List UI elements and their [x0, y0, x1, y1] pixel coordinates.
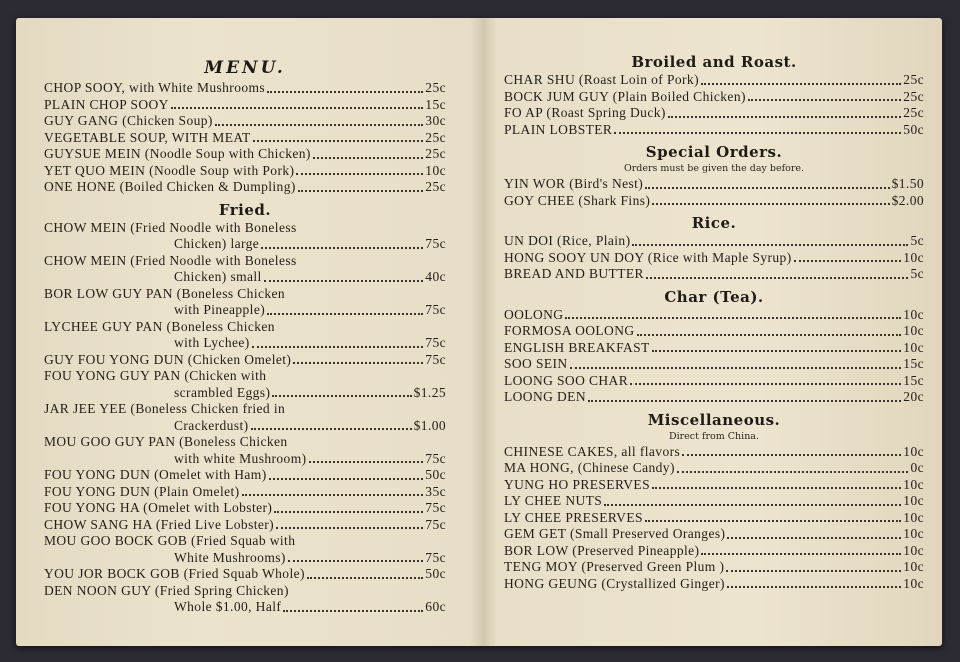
menu-item-name-line2: scrambled Eggs): [174, 384, 271, 400]
menu-item-price: 75c: [425, 351, 446, 367]
menu-item: [504, 444, 924, 461]
menu-item-name: [44, 533, 446, 550]
menu-item-name: VEGETABLE SOUP, WITH MEAT: [44, 129, 251, 145]
menu-item-name: CHOW SANG HA (Fried Live Lobster): [44, 516, 275, 532]
misc-note: Direct from China.: [668, 430, 759, 442]
menu-item-name-line1: DEN NOON GUY (Fried Spring Chicken): [44, 582, 289, 598]
menu-item-name: FO AP (Roast Spring Duck): [504, 105, 666, 120]
menu-item-name: TENG MOY (Preserved Green Plum ): [504, 559, 725, 574]
menu-item-price: 15c: [903, 356, 924, 371]
menu-item-name: GUY FOU YONG DUN (Chicken Omelet): [44, 351, 292, 367]
menu-item-price: 75c: [425, 302, 446, 317]
fried-section: [44, 220, 446, 616]
menu-item: [44, 80, 446, 97]
special-heading: Special Orders.: [645, 143, 783, 161]
menu-item-name-line2: with white Mushroom): [174, 450, 307, 466]
dot-leader: [296, 173, 423, 175]
menu-item-name: [44, 253, 446, 270]
dot-leader: [252, 346, 424, 348]
menu-item-price: 75c: [425, 335, 446, 350]
menu-item-price: 60c: [425, 599, 446, 614]
menu-item-name: BOCK JUM GUY (Plain Boiled Chicken): [504, 88, 746, 104]
menu-item-price: 30c: [425, 113, 446, 128]
menu-item: [44, 550, 446, 567]
menu-item: [504, 89, 924, 106]
menu-item-name: ONE HONE (Boiled Chicken & Dumpling): [44, 179, 296, 194]
menu-item: [44, 467, 446, 484]
dot-leader: [215, 124, 423, 126]
menu-item: [504, 460, 924, 477]
menu-item: [44, 236, 446, 253]
menu-item-name-line1: JAR JEE YEE (Boneless Chicken fried in: [44, 401, 286, 416]
dot-leader: [261, 247, 423, 249]
menu-item-name-line1: BOR LOW GUY PAN (Boneless Chicken: [44, 285, 286, 301]
menu-item-price: 10c: [903, 443, 924, 459]
menu-item-price: 25c: [903, 72, 924, 87]
menu-item-price: 10c: [903, 559, 924, 574]
menu-item: [504, 307, 924, 324]
menu-item-name-line2: with Lychee): [174, 335, 250, 350]
menu-item-name: YIN WOR (Bird's Nest): [504, 176, 644, 191]
left-page-content: [44, 56, 446, 616]
dot-leader: [682, 454, 901, 456]
menu-item-name-line2: with Pineapple): [174, 302, 266, 317]
menu-item-name: GUY GANG (Chicken Soup): [44, 113, 213, 128]
menu-item-price: 10c: [903, 575, 924, 591]
menu-item: [44, 269, 446, 286]
menu-item-name-line1: CHOW MEIN (Fried Noodle with Boneless: [44, 252, 297, 268]
menu-item-price: 10c: [903, 306, 924, 322]
menu-item: [504, 526, 924, 543]
menu-item-name: CHINESE CAKES, all flavors: [504, 443, 681, 459]
dot-leader: [701, 83, 901, 85]
dot-leader: [171, 107, 424, 109]
dot-leader: [794, 260, 902, 262]
menu-item-name-line2: White Mushrooms): [174, 549, 286, 565]
menu-item-price: 25c: [425, 179, 446, 194]
menu-item-name-line1: FOU YONG GUY PAN (Chicken with: [44, 368, 267, 383]
dot-leader: [570, 367, 902, 369]
menu-item-name: YUNG HO PRESERVES: [504, 476, 650, 492]
menu-item: [504, 193, 924, 210]
menu-item-price: 50c: [425, 467, 446, 482]
dot-leader: [748, 99, 901, 101]
menu-item-name: [44, 286, 446, 303]
dot-leader: [726, 570, 901, 572]
misc-section: [504, 444, 924, 593]
menu-item-price: $2.00: [891, 192, 924, 208]
menu-item-price: 75c: [425, 516, 446, 532]
broiled-heading: Broiled and Roast.: [631, 53, 797, 71]
menu-item: [504, 373, 924, 390]
menu-item-price: 5c: [910, 266, 924, 281]
dot-leader: [637, 334, 902, 336]
menu-item-name: [44, 583, 446, 600]
dot-leader: [727, 537, 901, 539]
menu-item-name: MA HONG, (Chinese Candy): [504, 460, 675, 475]
menu-item: [44, 97, 446, 114]
menu-item-name-line1: CHOW MEIN (Fried Noodle with Boneless: [44, 219, 297, 235]
broiled-section: [504, 72, 924, 138]
misc-heading: Miscellaneous.: [647, 410, 781, 429]
dot-leader: [645, 187, 889, 189]
dot-leader: [652, 203, 889, 205]
menu-item-price: 0c: [910, 460, 924, 475]
right-page: [484, 18, 942, 646]
menu-item-price: 75c: [425, 236, 446, 251]
menu-item-name: LY CHEE NUTS: [504, 493, 603, 508]
menu-item: [44, 352, 446, 369]
menu-item-name-line1: MOU GOO BOCK GOB (Fried Squab with: [44, 533, 296, 548]
menu-item-price: 25c: [425, 80, 446, 95]
dot-leader: [565, 317, 901, 319]
menu-item-name-line2: Chicken) large: [174, 236, 260, 251]
menu-item-name: ENGLISH BREAKFAST: [504, 339, 650, 355]
menu-item-price: $1.00: [413, 417, 446, 433]
menu-item: [44, 113, 446, 130]
dot-leader: [614, 132, 901, 134]
rice-heading: Rice.: [691, 214, 737, 232]
menu-item-name: CHOP SOOY, with White Mushrooms: [44, 80, 266, 95]
menu-item: [44, 484, 446, 501]
menu-item: [44, 451, 446, 468]
menu-item: [504, 559, 924, 576]
menu-item-name: SOO SEIN: [504, 356, 568, 371]
menu-item: [504, 510, 924, 527]
menu-item-name: [44, 319, 446, 336]
menu-item-price: 75c: [425, 500, 446, 515]
dot-leader: [632, 244, 908, 246]
menu-item-price: 20c: [903, 389, 924, 404]
menu-item-name: CHAR SHU (Roast Loin of Pork): [504, 72, 699, 87]
dot-leader: [604, 504, 901, 506]
menu-item: [504, 105, 924, 122]
special-note: Orders must be given the day before.: [623, 163, 805, 174]
dot-leader: [272, 395, 411, 397]
menu-item-price: 10c: [903, 476, 924, 492]
dot-leader: [251, 428, 412, 430]
menu-item: [504, 266, 924, 283]
rice-section: [504, 233, 924, 283]
menu-item-price: 75c: [425, 450, 446, 466]
left-page: [16, 18, 476, 646]
menu-item: [504, 72, 924, 89]
right-page-content: [504, 52, 924, 592]
menu-item-price: 50c: [425, 566, 446, 581]
menu-item-price: $1.25: [413, 384, 446, 400]
menu-item-price: 5c: [910, 233, 924, 248]
dot-leader: [264, 280, 424, 282]
menu-item: [44, 566, 446, 583]
menu-item-name: HONG GEUNG (Crystallized Ginger): [504, 575, 725, 591]
menu-item: [44, 146, 446, 163]
dot-leader: [588, 400, 901, 402]
menu-item: [44, 130, 446, 147]
dot-leader: [269, 478, 424, 480]
dot-leader: [677, 471, 909, 473]
dot-leader: [274, 511, 423, 513]
menu-item-price: 40c: [425, 269, 446, 284]
menu-item: [504, 493, 924, 510]
dot-leader: [293, 362, 423, 364]
dot-leader: [668, 116, 902, 118]
menu-item-name: GUYSUE MEIN (Noodle Soup with Chicken): [44, 146, 311, 161]
menu-item: [44, 302, 446, 319]
fried-heading: Fried.: [218, 200, 272, 219]
menu-item-price: 25c: [903, 105, 924, 120]
dot-leader: [652, 350, 902, 352]
tea-heading: Char (Tea).: [664, 287, 764, 306]
tea-section: [504, 307, 924, 406]
menu-item-name: [44, 434, 446, 451]
menu-item-name: UN DOI (Rice, Plain): [504, 233, 631, 248]
menu-item-price: 10c: [903, 526, 924, 541]
menu-item-name-line1: LYCHEE GUY PAN (Boneless Chicken: [44, 318, 275, 334]
dot-leader: [242, 494, 424, 496]
menu-item-name: PLAIN CHOP SOOY: [44, 96, 169, 112]
menu-item-price: 25c: [425, 146, 446, 161]
menu-item: [504, 122, 924, 139]
dot-leader: [645, 520, 901, 522]
menu-item-name: FOU YONG DUN (Omelet with Ham): [44, 467, 267, 482]
menu-item: [44, 335, 446, 352]
dot-leader: [298, 190, 424, 192]
menu-item: [44, 418, 446, 435]
menu-item-name: GEM GET (Small Preserved Oranges): [504, 526, 726, 541]
menu-item-name-line2: Whole $1.00, Half: [174, 599, 282, 614]
menu-item-price: 75c: [425, 549, 446, 565]
menu-item-name: YOU JOR BOCK GOB (Fried Squab Whole): [44, 566, 305, 581]
menu-title: MENU.: [204, 58, 286, 78]
menu-item-name-line1: MOU GOO GUY PAN (Boneless Chicken: [44, 434, 288, 449]
menu-item-price: 25c: [425, 129, 446, 145]
dot-leader: [309, 461, 424, 463]
menu-item-name-line2: Crackerdust): [174, 417, 249, 433]
dot-leader: [267, 313, 423, 315]
menu-item-price: $1.50: [891, 176, 924, 191]
menu-item: [504, 389, 924, 406]
menu-item-price: 10c: [903, 542, 924, 558]
menu-item-name: FOU YONG DUN (Plain Omelet): [44, 483, 240, 499]
dot-leader: [652, 487, 901, 489]
menu-item-price: 10c: [903, 323, 924, 338]
dot-leader: [630, 383, 901, 385]
menu-item: [504, 576, 924, 593]
dot-leader: [283, 610, 423, 612]
menu-item-price: 15c: [425, 96, 446, 112]
menu-item-name: BREAD AND BUTTER: [504, 266, 644, 281]
menu-item: [44, 517, 446, 534]
menu-item-price: 10c: [903, 509, 924, 525]
menu-item-name: HONG SOOY UN DOY (Rice with Maple Syrup): [504, 249, 792, 265]
menu-item: [504, 323, 924, 340]
menu-item-price: 10c: [425, 162, 446, 178]
soup-section: [44, 80, 446, 196]
dot-leader: [276, 527, 423, 529]
menu-item-name: YET QUO MEIN (Noodle Soup with Pork): [44, 162, 295, 178]
menu-item: [504, 340, 924, 357]
menu-item: [504, 543, 924, 560]
menu-item-name: [44, 401, 446, 418]
menu-item-price: 15c: [903, 372, 924, 388]
menu-item: [44, 179, 446, 196]
menu-item-price: 50c: [903, 121, 924, 137]
menu-item: [504, 233, 924, 250]
dot-leader: [313, 157, 423, 159]
dot-leader: [267, 91, 423, 93]
menu-item-name: [44, 220, 446, 237]
menu-item: [44, 500, 446, 517]
menu-item-name-line2: Chicken) small: [174, 269, 262, 284]
dot-leader: [727, 586, 901, 588]
menu-item-name: FOU YONG HA (Omelet with Lobster): [44, 500, 273, 515]
menu-item-price: 35c: [425, 483, 446, 499]
menu-item: [44, 599, 446, 616]
menu-item-name: LY CHEE PRESERVES: [504, 509, 643, 525]
menu-item-name: BOR LOW (Preserved Pineapple): [504, 542, 700, 558]
menu-item-name: LOONG SOO CHAR: [504, 372, 629, 388]
menu-item: [44, 385, 446, 402]
dot-leader: [253, 140, 424, 142]
special-section: [504, 176, 924, 209]
menu-item: [504, 477, 924, 494]
menu-item-price: 10c: [903, 493, 924, 508]
menu-item-name: LOONG DEN: [504, 389, 586, 404]
dot-leader: [307, 577, 423, 579]
dot-leader: [646, 277, 909, 279]
dot-leader: [701, 553, 901, 555]
menu-card: [16, 18, 942, 646]
menu-item-price: 10c: [903, 249, 924, 265]
menu-item-name: GOY CHEE (Shark Fins): [504, 192, 651, 208]
dot-leader: [288, 560, 424, 562]
menu-item: [44, 163, 446, 180]
menu-item-price: 10c: [903, 339, 924, 355]
menu-item-price: 25c: [903, 88, 924, 104]
menu-item: [504, 356, 924, 373]
menu-item: [504, 176, 924, 193]
menu-item-name: [44, 368, 446, 385]
menu-item-name: OOLONG: [504, 306, 564, 322]
menu-item-name: FORMOSA OOLONG: [504, 323, 635, 338]
menu-item: [504, 250, 924, 267]
menu-item-name: PLAIN LOBSTER: [504, 121, 613, 137]
